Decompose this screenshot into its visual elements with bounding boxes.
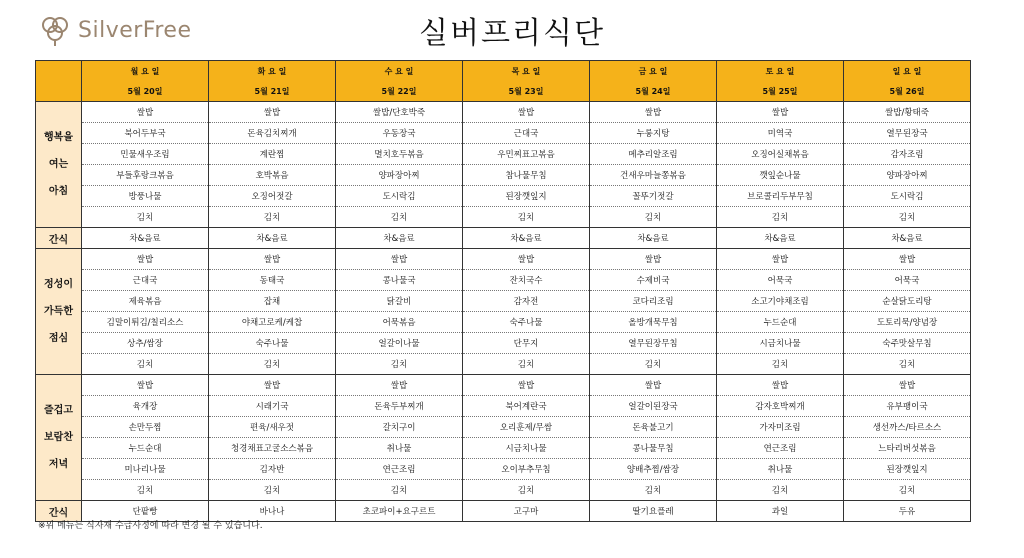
menu-item: 메추리알조림: [590, 144, 717, 165]
menu-row: [36, 417, 971, 438]
menu-item: 열무된장국: [844, 123, 971, 144]
menu-item: 쌀밥: [209, 375, 336, 396]
menu-item: 김치: [336, 207, 463, 228]
menu-item: 얼갈이나물: [336, 333, 463, 354]
menu-row: [36, 249, 971, 270]
menu-item: 취나물: [717, 459, 844, 480]
snack-item: 차&음료: [82, 228, 209, 249]
menu-item: 쌀밥: [82, 249, 209, 270]
menu-item: 부들후랑크볶음: [82, 165, 209, 186]
menu-item: 코다리조림: [590, 291, 717, 312]
footnote: ※위 메뉴는 식자재 수급사정에 따라 변경 될 수 있습니다.: [38, 521, 263, 531]
menu-item: 우동장국: [336, 123, 463, 144]
snack-item: 초코파이+요구르트: [336, 501, 463, 522]
menu-item: 김치: [336, 480, 463, 501]
menu-item: 어묵국: [844, 270, 971, 291]
meal-label: [36, 102, 82, 228]
menu-item: 미역국: [717, 123, 844, 144]
menu-item: 김치: [717, 480, 844, 501]
menu-item: 쌀밥: [463, 102, 590, 123]
meal-label: [36, 249, 82, 375]
menu-item: 오리훈제/무쌈: [463, 417, 590, 438]
snack-item: 차&음료: [717, 228, 844, 249]
menu-item: 멸치호두볶음: [336, 144, 463, 165]
menu-item: 제육볶음: [82, 291, 209, 312]
meal-label-line: 여는: [48, 159, 69, 170]
menu-item: 콩나물국: [336, 270, 463, 291]
menu-item: 호박볶음: [209, 165, 336, 186]
day-name: 월 요 일: [82, 61, 209, 82]
menu-item: 숙주맛살무침: [844, 333, 971, 354]
meal-label: [36, 375, 82, 501]
menu-item: 숙주나물: [209, 333, 336, 354]
menu-item: 도시락김: [844, 186, 971, 207]
menu-item: 오징어실채볶음: [717, 144, 844, 165]
menu-item: 김치: [209, 354, 336, 375]
menu-item: 김치: [717, 207, 844, 228]
menu-item: 계란찜: [209, 144, 336, 165]
menu-item: 쌀밥: [463, 375, 590, 396]
snack-item: 차&음료: [336, 228, 463, 249]
menu-item: 누드순대: [82, 438, 209, 459]
menu-item: 콩나물무침: [590, 438, 717, 459]
menu-item: 쌀밥: [336, 375, 463, 396]
menu-item: 생선까스/타르소스: [844, 417, 971, 438]
menu-item: 미나리나물: [82, 459, 209, 480]
menu-item: 감자조림: [844, 144, 971, 165]
menu-item: 느타리버섯볶음: [844, 438, 971, 459]
day-name: 수 요 일: [336, 61, 463, 82]
menu-item: 브로콜리두부무침: [717, 186, 844, 207]
menu-item: 김말이튀김/칠리소스: [82, 312, 209, 333]
menu-item: 쌀밥: [717, 375, 844, 396]
header-corner: [36, 61, 82, 102]
menu-item: 유부팽이국: [844, 396, 971, 417]
menu-item: 청경채표고굴소스볶음: [209, 438, 336, 459]
menu-item: 야채고로케/케찹: [209, 312, 336, 333]
snack-item: 두유: [844, 501, 971, 522]
menu-row: [36, 102, 971, 123]
menu-item: 양파장아찌: [844, 165, 971, 186]
menu-item: 누룽지탕: [590, 123, 717, 144]
menu-item: 방풍나물: [82, 186, 209, 207]
menu-item: 어묵국: [717, 270, 844, 291]
menu-item: 김치: [82, 354, 209, 375]
menu-item: 쌀밥: [590, 375, 717, 396]
menu-item: 김치: [209, 480, 336, 501]
meal-label-line: 저녁: [48, 459, 69, 470]
menu-item: 오징어젓갈: [209, 186, 336, 207]
menu-item: 양파장아찌: [336, 165, 463, 186]
menu-item: 손만두찜: [82, 417, 209, 438]
menu-item: 쌀밥: [717, 102, 844, 123]
menu-item: 쌀밥: [336, 249, 463, 270]
day-date: 5월 26일: [844, 81, 971, 102]
menu-item: 우민찌표고볶음: [463, 144, 590, 165]
menu-item: 쌀밥: [590, 249, 717, 270]
day-name: 목 요 일: [463, 61, 590, 82]
menu-item: 김치: [590, 207, 717, 228]
menu-item: 김치: [463, 207, 590, 228]
menu-item: 소고기야채조림: [717, 291, 844, 312]
menu-item: 수제비국: [590, 270, 717, 291]
snack-item: 고구마: [463, 501, 590, 522]
snack-item: 과일: [717, 501, 844, 522]
day-name: 일 요 일: [844, 61, 971, 82]
meal-label-line: 즐겁고: [44, 405, 73, 416]
day-name: 토 요 일: [717, 61, 844, 82]
menu-item: 동태국: [209, 270, 336, 291]
menu-item: 어묵볶음: [336, 312, 463, 333]
meal-label-line: 아침: [48, 186, 69, 197]
meal-label-line: 점심: [48, 333, 69, 344]
menu-row: [36, 375, 971, 396]
brand-name: SilverFree: [78, 17, 192, 43]
menu-item: 돈육두부찌개: [336, 396, 463, 417]
menu-item: 근대국: [82, 270, 209, 291]
menu-item: 순살닭도리탕: [844, 291, 971, 312]
menu-item: 쌀밥: [590, 102, 717, 123]
menu-row: [36, 186, 971, 207]
menu-item: 김치: [209, 207, 336, 228]
menu-item: 돈육김치찌개: [209, 123, 336, 144]
menu-item: 시금치나물: [717, 333, 844, 354]
meal-label-line: 보람찬: [44, 432, 73, 443]
menu-item: 김치: [844, 480, 971, 501]
menu-item: 북어계란국: [463, 396, 590, 417]
menu-item: 민물새우조림: [82, 144, 209, 165]
menu-item: 북어두부국: [82, 123, 209, 144]
menu-row: [36, 207, 971, 228]
menu-item: 김치: [590, 354, 717, 375]
day-date: 5월 21일: [209, 81, 336, 102]
snack-item: 차&음료: [844, 228, 971, 249]
menu-item: 편육/새우젓: [209, 417, 336, 438]
day-name: 화 요 일: [209, 61, 336, 82]
snack-item: 바나나: [209, 501, 336, 522]
menu-row: [36, 291, 971, 312]
page-title: 실버프리식단: [419, 16, 605, 51]
menu-item: 상추/쌈장: [82, 333, 209, 354]
menu-item: 김치: [463, 354, 590, 375]
menu-item: 쌀밥: [209, 249, 336, 270]
menu-row: [36, 123, 971, 144]
snack-item: 차&음료: [209, 228, 336, 249]
menu-item: 건새우마늘쫑볶음: [590, 165, 717, 186]
day-name: 금 요 일: [590, 61, 717, 82]
menu-item: 김치: [336, 354, 463, 375]
menu-item: 시래기국: [209, 396, 336, 417]
menu-item: 숙주나물: [463, 312, 590, 333]
menu-item: 돈육불고기: [590, 417, 717, 438]
menu-item: 양배추찜/쌈장: [590, 459, 717, 480]
menu-item: 쌀밥: [717, 249, 844, 270]
day-date: 5월 25일: [717, 81, 844, 102]
menu-item: 쌀밥: [844, 249, 971, 270]
menu-item: 갈치구이: [336, 417, 463, 438]
menu-item: 도시락김: [336, 186, 463, 207]
menu-item: 쌀밥: [463, 249, 590, 270]
snack-row: [36, 228, 971, 249]
menu-item: 감자전: [463, 291, 590, 312]
menu-item: 김치: [844, 354, 971, 375]
snack-item: 차&음료: [590, 228, 717, 249]
day-date: 5월 22일: [336, 81, 463, 102]
page-header: [0, 0, 1024, 58]
menu-item: 김치: [717, 354, 844, 375]
menu-item: 쌀밥/단호박죽: [336, 102, 463, 123]
snack-label: 간식: [36, 228, 82, 249]
menu-row: [36, 144, 971, 165]
menu-item: 참나물무침: [463, 165, 590, 186]
menu-item: 김치: [463, 480, 590, 501]
snack-item: 딸기요플레: [590, 501, 717, 522]
menu-item: 된장깻잎지: [844, 459, 971, 480]
menu-item: 김치: [590, 480, 717, 501]
menu-item: 열무된장무침: [590, 333, 717, 354]
menu-item: 취나물: [336, 438, 463, 459]
weekly-menu-table: [35, 60, 971, 522]
menu-row: [36, 480, 971, 501]
menu-item: 김자반: [209, 459, 336, 480]
meal-label-line: 정성이: [44, 279, 73, 290]
snack-item: 차&음료: [463, 228, 590, 249]
menu-item: 근대국: [463, 123, 590, 144]
menu-item: 김치: [844, 207, 971, 228]
menu-item: 누드순대: [717, 312, 844, 333]
meal-label-line: 가득한: [44, 306, 73, 317]
snack-label: 간식: [36, 501, 82, 522]
menu-row: [36, 270, 971, 291]
menu-item: 얼갈이된장국: [590, 396, 717, 417]
menu-item: 김치: [82, 480, 209, 501]
menu-item: 쌀밥: [844, 375, 971, 396]
menu-item: 꼴뚜기젓갈: [590, 186, 717, 207]
menu-row: [36, 459, 971, 480]
menu-row: [36, 165, 971, 186]
menu-item: 연근조림: [336, 459, 463, 480]
menu-item: 깻잎순나물: [717, 165, 844, 186]
day-date: 5월 23일: [463, 81, 590, 102]
menu-item: 육개장: [82, 396, 209, 417]
menu-item: 올방개묵무침: [590, 312, 717, 333]
menu-item: 도토리묵/양념장: [844, 312, 971, 333]
menu-item: 쌀밥/황태죽: [844, 102, 971, 123]
day-date: 5월 20일: [82, 81, 209, 102]
menu-item: 연근조림: [717, 438, 844, 459]
menu-item: 쌀밥: [209, 102, 336, 123]
menu-item: 잔치국수: [463, 270, 590, 291]
header-row-day: [36, 61, 971, 82]
menu-item: 쌀밥: [82, 375, 209, 396]
menu-item: 감자호박찌개: [717, 396, 844, 417]
snack-item: 단팥빵: [82, 501, 209, 522]
menu-row: [36, 333, 971, 354]
menu-row: [36, 312, 971, 333]
meal-label-line: 행복을: [44, 132, 73, 143]
menu-item: 잡채: [209, 291, 336, 312]
menu-item: 단무지: [463, 333, 590, 354]
menu-item: 오이부추무침: [463, 459, 590, 480]
menu-item: 시금치나물: [463, 438, 590, 459]
menu-row: [36, 438, 971, 459]
menu-item: 가자미조림: [717, 417, 844, 438]
menu-item: 된장깻잎지: [463, 186, 590, 207]
menu-item: 닭갈비: [336, 291, 463, 312]
menu-item: 쌀밥: [82, 102, 209, 123]
menu-item: 김치: [82, 207, 209, 228]
day-date: 5월 24일: [590, 81, 717, 102]
menu-row: [36, 354, 971, 375]
header-row-date: [36, 81, 971, 102]
menu-row: [36, 396, 971, 417]
